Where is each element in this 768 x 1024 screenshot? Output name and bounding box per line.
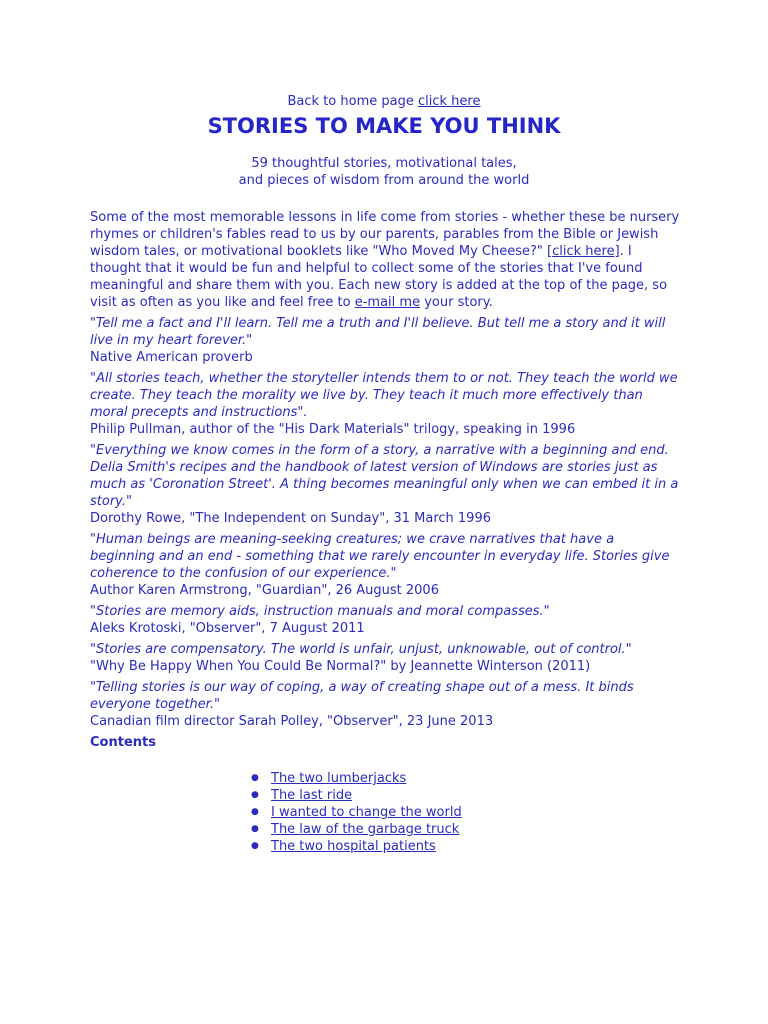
quote-text: "Human beings are meaning-seeking creatures; we crave narratives that have a beginning and an end - something that we rarely encounter in everyday life. Stories give coherence to the confusion of our experience." <box>90 532 670 581</box>
main-content <box>90 209 680 855</box>
intro-text-3: your story. <box>420 295 493 310</box>
quote <box>90 442 680 527</box>
quote-text: "Stories are memory aids, instruction manuals and moral compasses." <box>90 604 550 619</box>
intro-paragraph <box>90 209 680 311</box>
list-item <box>245 838 680 855</box>
contents-list <box>245 770 680 855</box>
bullet-icon: ● <box>251 841 259 851</box>
list-item <box>245 804 680 821</box>
list-item <box>245 821 680 838</box>
bullet-icon: ● <box>251 790 259 800</box>
cheese-link[interactable]: click here <box>552 244 615 259</box>
quote-source: Author Karen Armstrong, "Guardian", 26 August 2006 <box>90 583 439 598</box>
intro-text-1: Some of the most memorable lessons in life come from stories - whether these be nursery rhymes or children's fables read to us by our parents, parables from the Bible or Jewish wisdom tales, or motivational booklets like "Who Moved My Cheese?" [ <box>90 210 680 259</box>
quote-text: "Stories are compensatory. The world is unfair, unjust, unknowable, out of control." <box>90 642 632 657</box>
quote-source: "Why Be Happy When You Could Be Normal?" by Jeannette Winterson (2011) <box>90 659 591 674</box>
contents-link-lumberjacks[interactable]: The two lumberjacks <box>271 771 407 786</box>
quote <box>90 603 680 637</box>
quote-source: Philip Pullman, author of the "His Dark Materials" trilogy, speaking in 1996 <box>90 422 576 437</box>
list-item <box>245 770 680 787</box>
quote-text: "Everything we know comes in the form of a story, a narrative with a beginning and end. Delia Smith's recipes and the handbook of latest version of Windows are stories just as much as 'Coronation Street'. A thing becomes meaningful only when we can embed it in a story." <box>90 443 679 509</box>
quote <box>90 679 680 730</box>
quote-source: Native American proverb <box>90 350 253 365</box>
bullet-icon: ● <box>251 807 259 817</box>
subtitle-line-2: and pieces of wisdom from around the world <box>238 173 530 188</box>
home-link[interactable]: click here <box>417 94 481 109</box>
quote <box>90 315 680 366</box>
intro-text-2: ]. I thought that it would be fun and helpful to collect some of the stories that I've found meaningful and share them with you. Each new story is added at the top of the page, so visit as often as you like and feel free to <box>90 244 668 310</box>
contents-link-change-world[interactable]: I wanted to change the world <box>271 805 462 820</box>
bullet-icon: ● <box>251 773 259 783</box>
subtitle <box>0 155 768 189</box>
bullet-icon: ● <box>251 824 259 834</box>
quote-source: Aleks Krotoski, "Observer", 7 August 2011 <box>90 621 365 636</box>
subtitle-line-1: 59 thoughtful stories, motivational tales, <box>251 156 517 171</box>
contents-link-garbage-truck[interactable]: The law of the garbage truck <box>271 822 460 837</box>
quote <box>90 531 680 599</box>
quote <box>90 641 680 675</box>
quote-source: Dorothy Rowe, "The Independent on Sunday", 31 March 1996 <box>90 511 491 526</box>
back-text: Back to home page <box>287 94 418 109</box>
quote-text: "Tell me a fact and I'll learn. Tell me a truth and I'll believe. But tell me a story and it will live in my heart forever." <box>90 316 666 348</box>
quote-source: Canadian film director Sarah Polley, "Observer", 23 June 2013 <box>90 714 494 729</box>
quote-text: "All stories teach, whether the storyteller intends them to or not. They teach the world we create. They teach the morality we live by. They teach it much more effectively than moral precepts and instructions". <box>90 371 678 420</box>
page-title: STORIES TO MAKE YOU THINK <box>207 114 561 138</box>
back-to-home <box>0 93 768 111</box>
contents-heading: Contents <box>90 735 156 750</box>
contents-link-last-ride[interactable]: The last ride <box>271 788 353 803</box>
contents-link-hospital-patients[interactable]: The two hospital patients <box>271 839 436 854</box>
list-item <box>245 787 680 804</box>
quote-text: "Telling stories is our way of coping, a way of creating shape out of a mess. It binds everyone together." <box>90 680 634 712</box>
quote <box>90 370 680 438</box>
email-link[interactable]: e-mail me <box>354 295 421 310</box>
